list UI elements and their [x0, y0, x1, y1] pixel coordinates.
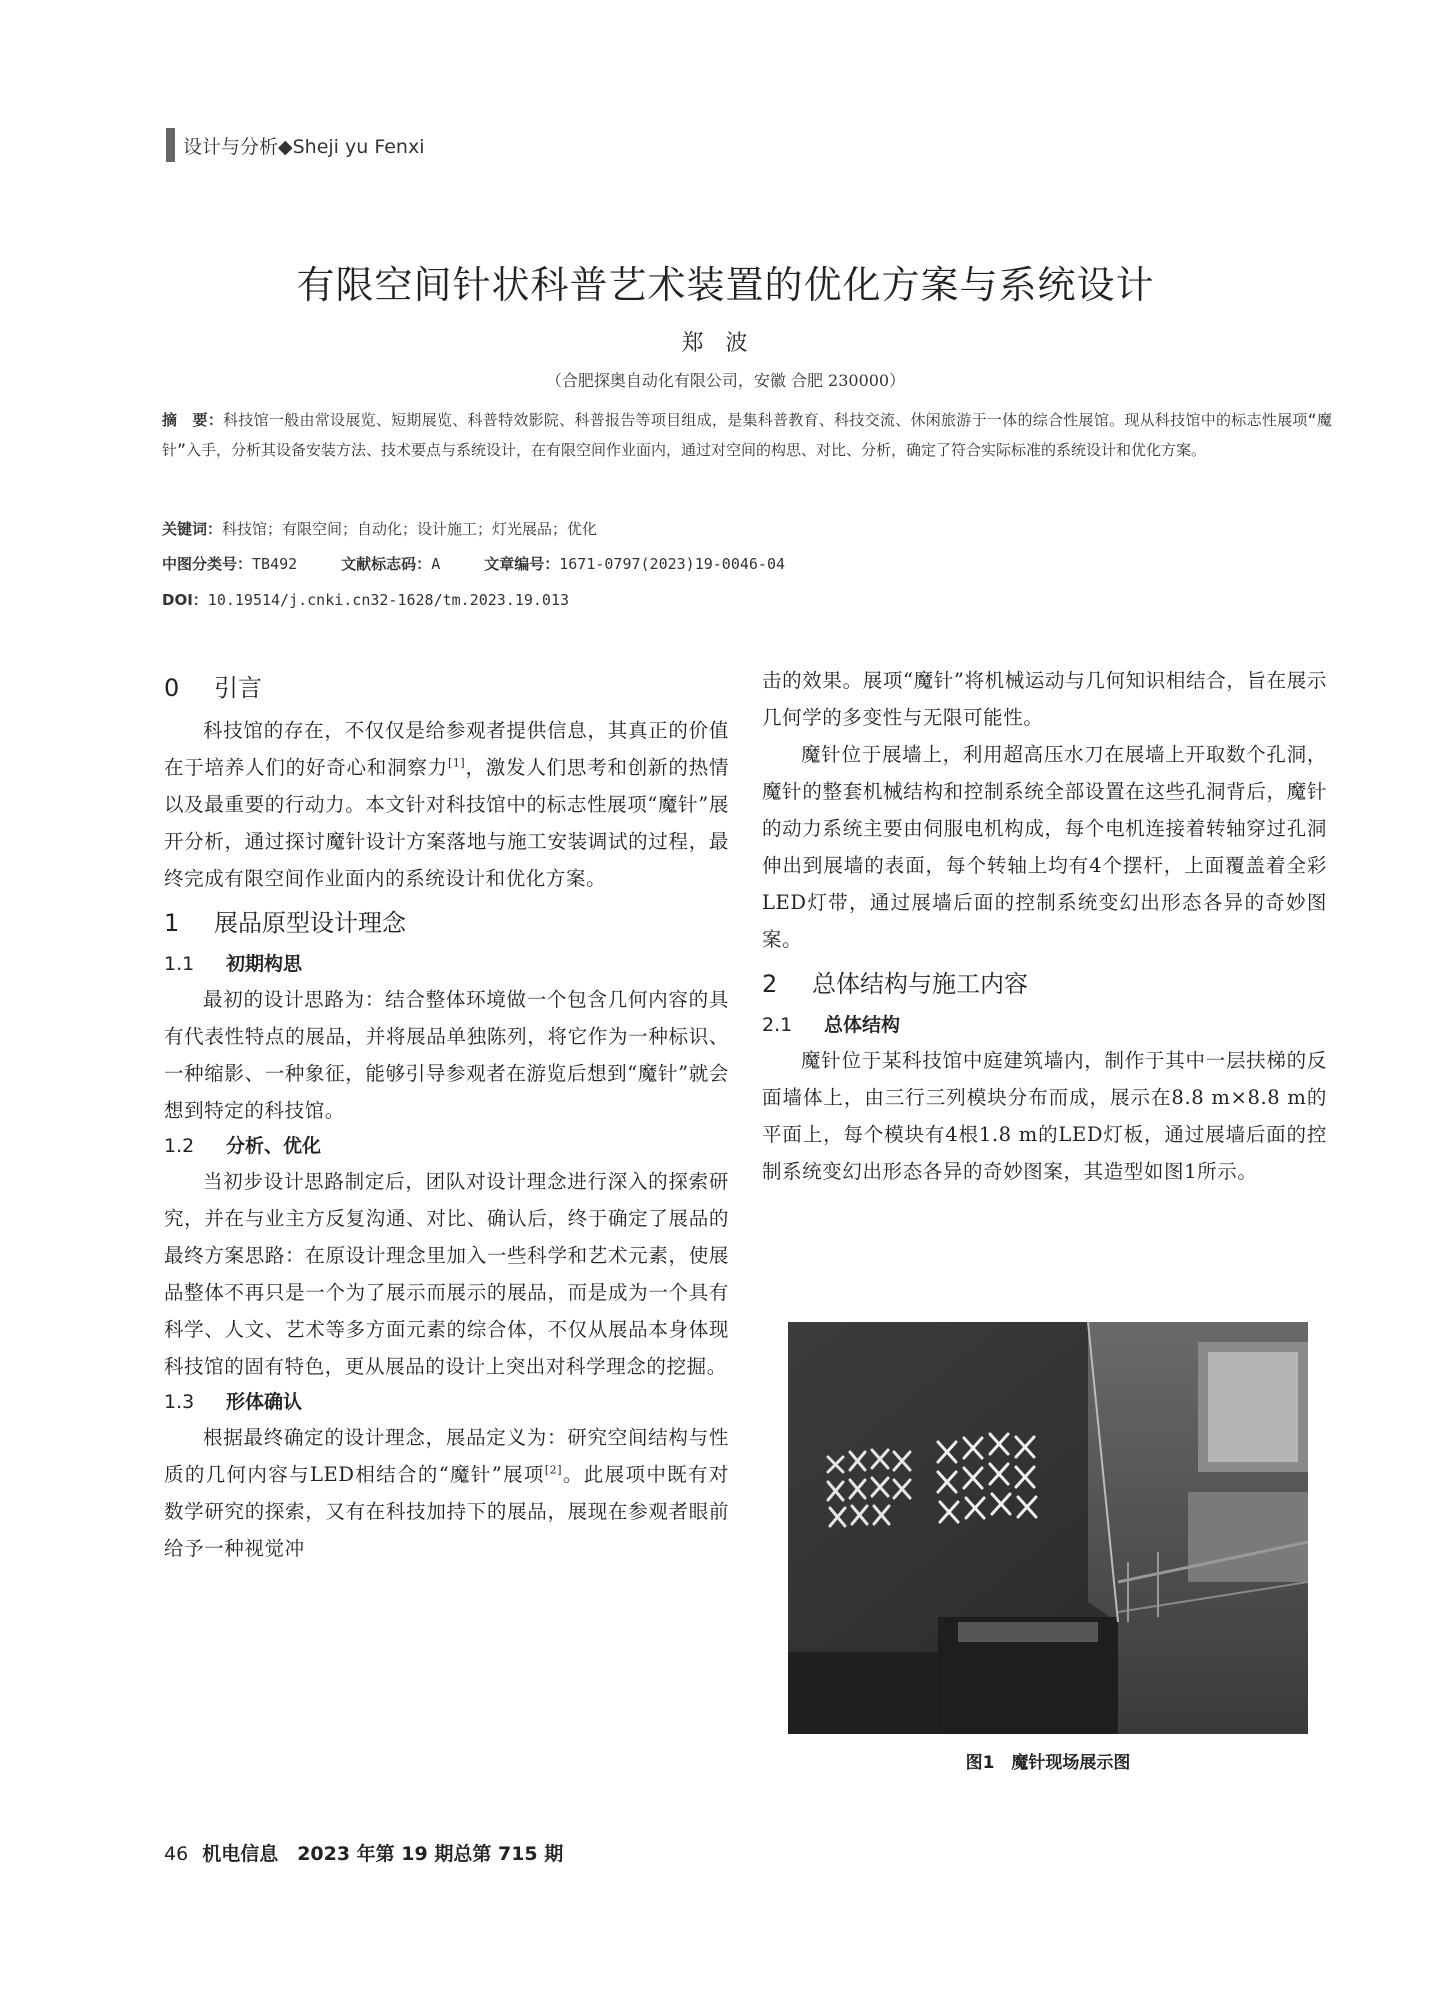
paragraph [164, 1419, 729, 1567]
atrium-illustration [788, 1322, 1308, 1734]
clc-label: 中图分类号： [162, 555, 253, 573]
left-column [164, 662, 729, 1567]
paragraph-text: ，激发人们思考和创新的热情以及最重要的行动力。本文针对科技馆中的标志性展项“魔针”展开分析，通过探讨魔针设计方案落地与施工安装调试的过程，最终完成有限空间作业面内的系统设计和优化方案。 [164, 756, 729, 890]
figure-caption: 图1 魔针现场展示图 [965, 1753, 1131, 1773]
affiliation: （合肥探奥自动化有限公司，安徽 合肥 230000） [545, 371, 906, 390]
page-footer [164, 1839, 563, 1866]
header-section: 设计与分析◆Sheji yu Fenxi [183, 135, 425, 158]
keywords-label: 关键词： [162, 520, 223, 538]
section-title: 总体结构与施工内容 [812, 970, 1028, 998]
subsection-heading [164, 1385, 729, 1419]
keywords-text: 科技馆；有限空间；自动化；设计施工；灯光展品；优化 [222, 520, 598, 538]
paragraph-text: 科技馆的存在，不仅仅是给参观者提供信息，其真正的价值在于培养人们的好奇心和洞察力 [164, 719, 729, 779]
paragraph: 击的效果。展项“魔针”将机械运动与几何知识相结合，旨在展示几何学的多变性与无限可能性。 [762, 669, 1327, 729]
section-heading [164, 666, 729, 710]
subsection-number: 1.2 [164, 1135, 195, 1157]
subsection-number: 1.3 [164, 1391, 195, 1413]
classification-line [162, 553, 1332, 574]
paragraph: 最初的设计思路为：结合整体环境做一个包含几何内容的具有代表性特点的展品，并将展品单独陈列，将它作为一种标识、一种缩影、一种象征，能够引导参观者在游览后想到“魔针”就会想到特定的科技馆。 [164, 988, 729, 1122]
section-title: 引言 [214, 674, 262, 702]
page-number: 46 [164, 1843, 189, 1865]
subsection-heading [762, 1008, 1327, 1042]
subsection-title: 形体确认 [226, 1391, 303, 1413]
keywords [162, 518, 1332, 539]
paragraph-text: 。此展项中既有对数学研究的探索，又有在科技加持下的展品，展现在参观者眼前给予一种视觉冲 [164, 1463, 729, 1560]
section-title: 展品原型设计理念 [214, 909, 406, 937]
article-number [484, 553, 785, 574]
doc-value: A [431, 555, 441, 573]
article-value: 1671-0797(2023)19-0046-04 [559, 555, 786, 573]
header-bar [166, 128, 175, 162]
figure-photo [788, 1322, 1308, 1734]
citation: [1] [447, 756, 466, 770]
doi [162, 589, 1332, 610]
article-label: 文章编号： [484, 555, 560, 573]
section-number: 2 [762, 970, 778, 998]
subsection-heading [164, 947, 729, 981]
section-heading [762, 962, 1327, 1006]
paragraph-text: 根据最终确定的设计理念，展品定义为：研究空间结构与性质的几何内容与LED相结合的“魔针”展项 [164, 1426, 729, 1486]
subsection-heading [164, 1129, 729, 1163]
right-column [762, 662, 1327, 1190]
section-number: 1 [164, 909, 180, 937]
section-heading [164, 901, 729, 945]
doi-value: 10.19514/j.cnki.cn32-1628/tm.2023.19.013 [207, 591, 570, 609]
paragraph: 魔针位于某科技馆中庭建筑墙内，制作于其中一层扶梯的反面墙体上，由三行三列模块分布而成，展示在8.8 m×8.8 m的平面上，每个模块有4根1.8 m的LED灯板，通过展墙后面的控制系统变幻出形态各异的奇妙图案，其造型如图1所示。 [762, 1049, 1327, 1183]
journal-issue: 机电信息 2023 年第 19 期总第 715 期 [202, 1843, 564, 1865]
doc-label: 文献标志码： [341, 555, 432, 573]
clc-number [162, 553, 297, 574]
document-code [341, 553, 440, 574]
clc-value: TB492 [252, 555, 298, 573]
paragraph [164, 712, 729, 897]
abstract-text: 科技馆一般由常设展览、短期展览、科普特效影院、科普报告等项目组成，是集科普教育、科技交流、休闲旅游于一体的综合性展馆。现从科技馆中的标志性展项“魔针”入手，分析其设备安装方法、技术要点与系统设计，在有限空间作业面内，通过对空间的构思、对比、分析，确定了符合实际标准的系统设计和优化方案。 [162, 411, 1332, 459]
subsection-title: 分析、优化 [226, 1135, 322, 1157]
citation: [2] [544, 1463, 563, 1477]
subsection-number: 1.1 [164, 953, 195, 975]
paragraph: 魔针位于展墙上，利用超高压水刀在展墙上开取数个孔洞，魔针的整套机械结构和控制系统全部设置在这些孔洞背后，魔针的动力系统主要由伺服电机构成，每个电机连接着转轴穿过孔洞伸出到展墙的表面，每个转轴上均有4个摆杆，上面覆盖着全彩LED灯带，通过展墙后面的控制系统变幻出形态各异的奇妙图案。 [762, 743, 1327, 951]
abstract-label: 摘 要： [162, 411, 224, 429]
paragraph: 当初步设计思路制定后，团队对设计理念进行深入的探索研究，并在与业主方反复沟通、对比、确认后，终于确定了展品的最终方案思路：在原设计理念里加入一些科学和艺术元素，使展品整体不再只是一个为了展示而展示的展品，而是成为一个具有科学、人文、艺术等多方面元素的综合体，不仅从展品本身体现科技馆的固有特色，更从展品的设计上突出对科学理念的挖掘。 [164, 1170, 729, 1378]
paper-title: 有限空间针状科普艺术装置的优化方案与系统设计 [296, 263, 1155, 307]
author: 郑波 [681, 331, 770, 356]
subsection-title: 初期构思 [226, 953, 303, 975]
doi-label: DOI： [162, 591, 208, 609]
running-header [166, 128, 424, 162]
subsection-number: 2.1 [762, 1014, 793, 1036]
section-number: 0 [164, 674, 180, 702]
subsection-title: 总体结构 [824, 1014, 901, 1036]
abstract [162, 405, 1332, 465]
